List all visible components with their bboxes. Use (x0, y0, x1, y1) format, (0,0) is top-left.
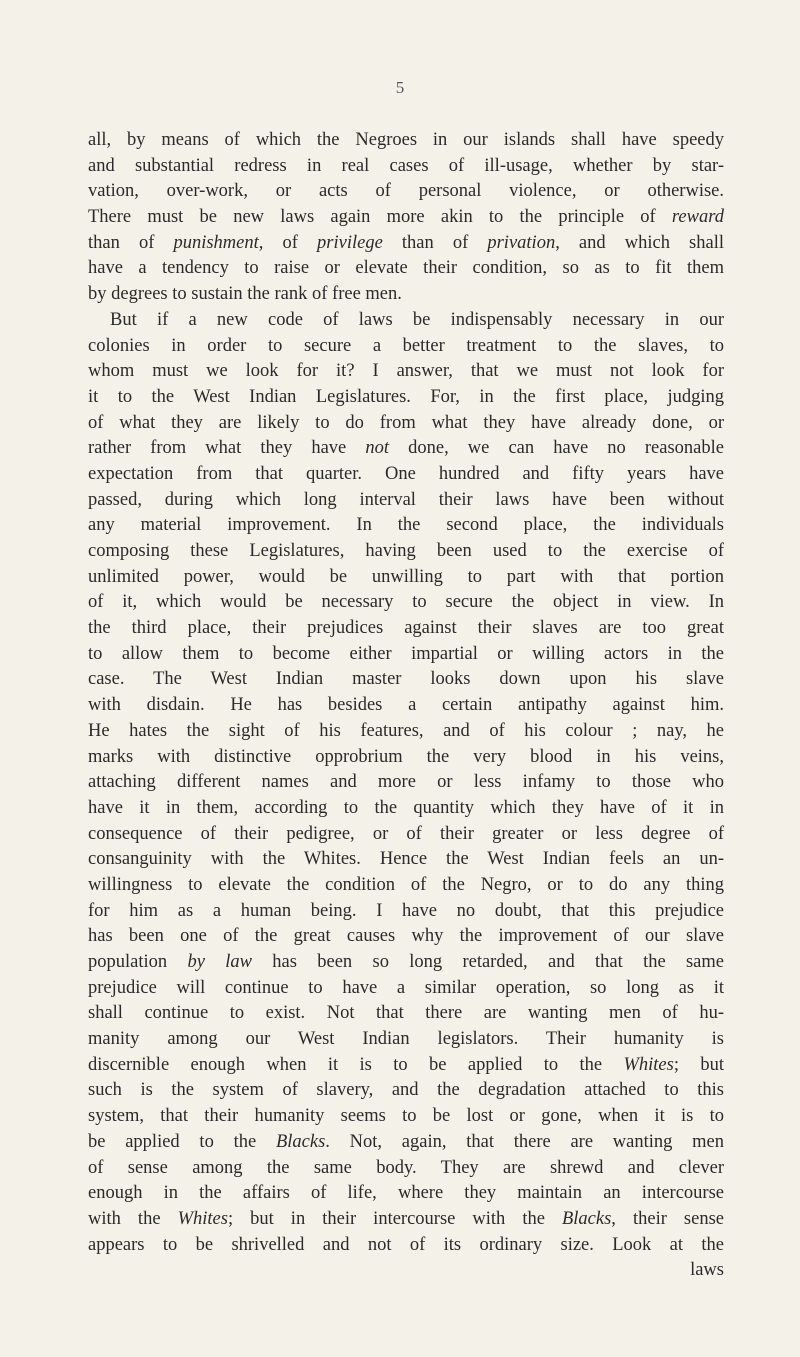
text-line (88, 1207, 724, 1233)
text-run: laws (690, 1260, 724, 1281)
text-line (88, 231, 724, 257)
text-line (88, 770, 724, 796)
text-run: than of (382, 232, 488, 253)
text-run: appears to be shrivelled and not of its ordinary size. Look at the (88, 1234, 724, 1255)
text-run: But if a new code of laws be indispensably necessary in our (110, 309, 724, 330)
text-line (88, 488, 724, 514)
italic-text-run: Blacks (561, 1208, 612, 1229)
text-run: of it, which would be necessary to secure the object in view. In (88, 592, 724, 613)
text-run: unlimited power, would be unwilling to part with that portion (88, 566, 724, 587)
text-line (88, 385, 724, 411)
text-line (88, 745, 724, 771)
text-run: such is the system of slavery, and the degradation attached to this (88, 1080, 724, 1101)
text-line (88, 205, 724, 231)
text-line (88, 308, 724, 334)
text-line (88, 719, 724, 745)
text-run: enough in the affairs of life, where they maintain an intercourse (88, 1183, 724, 1204)
text-run: consanguinity with the Whites. Hence the West Indian feels an un- (88, 849, 724, 870)
text-line (88, 1001, 724, 1027)
text-line (88, 334, 724, 360)
text-run: There must be new laws again more akin to the principle of (88, 207, 672, 228)
italic-text-run: not (365, 438, 389, 459)
text-line (88, 1053, 724, 1079)
text-line (88, 590, 724, 616)
text-run: with the (88, 1208, 178, 1229)
text-line (88, 924, 724, 950)
text-line (88, 667, 724, 693)
text-run: . Not, again, that there are wanting men (325, 1131, 724, 1152)
text-run: whom must we look for it? I answer, that we must not look for (88, 361, 724, 382)
text-run: have a tendency to raise or elevate their condition, so as to fit them (88, 258, 724, 279)
italic-text-run: Blacks (275, 1131, 326, 1152)
text-run: ; but in their intercourse with the (227, 1208, 562, 1229)
italic-text-run: privation (487, 232, 556, 253)
text-line (88, 565, 724, 591)
text-line (88, 462, 724, 488)
text-run: be applied to the (88, 1131, 276, 1152)
text-run: colonies in order to secure a better treatment to the slaves, to (88, 335, 724, 356)
italic-text-run: reward (671, 207, 724, 228)
text-line (88, 976, 724, 1002)
text-run: discernible enough when it is to be applied to the (88, 1054, 624, 1075)
text-line (88, 1130, 724, 1156)
text-line (88, 899, 724, 925)
text-run: has been one of the great causes why the improvement of our slave (88, 926, 724, 947)
text-line (88, 616, 724, 642)
italic-text-run: privilege (317, 232, 383, 253)
text-run: and substantial redress in real cases of ill-usage, whether by star- (88, 155, 724, 176)
text-line (88, 128, 724, 154)
text-line (88, 642, 724, 668)
text-line (88, 796, 724, 822)
text-line (88, 693, 724, 719)
text-run: of what they are likely to do from what they have already done, or (88, 412, 724, 433)
text-run: passed, during which long interval their laws have been without (88, 489, 724, 510)
text-run: , their sense (611, 1208, 724, 1229)
text-run: the third place, their prejudices against their slaves are too great (88, 618, 724, 639)
body-text (88, 128, 724, 1284)
text-line (88, 179, 724, 205)
text-run: willingness to elevate the condition of the Negro, or to do any thing (88, 874, 724, 895)
text-run: composing these Legislatures, having been used to the exercise of (88, 541, 724, 561)
text-line (88, 1027, 724, 1053)
text-run: done, we can have no reasonable (389, 438, 724, 459)
text-run: have it in them, according to the quantity which they have of it in (88, 797, 724, 818)
text-line (88, 256, 724, 282)
text-line (88, 950, 724, 976)
italic-text-run: punishment (173, 232, 259, 253)
text-run: , of (258, 232, 318, 253)
text-run: by degrees to sustain the rank of free men. (88, 284, 402, 305)
text-line (88, 1181, 724, 1207)
text-line (88, 1104, 724, 1130)
text-line (88, 436, 724, 462)
text-line (88, 154, 724, 180)
text-run: to allow them to become either impartial or willing actors in the (88, 643, 724, 664)
text-run: ; but (673, 1054, 724, 1075)
text-run: for him as a human being. I have no doubt, that this prejudice (88, 900, 724, 921)
text-line (88, 1233, 724, 1259)
text-run: case. The West Indian master looks down upon his slave (88, 669, 724, 690)
text-run: marks with distinctive opprobrium the very blood in his veins, (88, 746, 724, 767)
text-run: it to the West Indian Legislatures. For, in the first place, judging (88, 386, 724, 407)
italic-text-run: Whites (623, 1054, 674, 1075)
page-number: 5 (395, 78, 405, 97)
text-run: attaching different names and more or less infamy to those who (88, 772, 724, 793)
text-run: with disdain. He has besides a certain antipathy against him. (88, 695, 724, 716)
text-run: system, that their humanity seems to be lost or gone, when it is to (88, 1106, 724, 1127)
text-line (88, 513, 724, 539)
text-line (88, 359, 724, 385)
text-line (88, 539, 724, 565)
catchword (88, 1258, 724, 1284)
text-run: He hates the sight of his features, and of his colour ; nay, he (88, 720, 724, 741)
text-run: manity among our West Indian legislators. Their humanity is (88, 1029, 724, 1050)
text-run: shall continue to exist. Not that there are wanting men of hu- (88, 1003, 724, 1024)
text-line (88, 411, 724, 437)
text-line (88, 1156, 724, 1182)
text-run: prejudice will continue to have a similar operation, so long as it (88, 977, 724, 998)
italic-text-run: by law (187, 952, 252, 972)
text-run: has been so long retarded, and that the same (251, 952, 724, 972)
text-run: rather from what they have (88, 438, 366, 459)
text-line (88, 1078, 724, 1104)
text-run: of sense among the same body. They are shrewd and clever (88, 1157, 724, 1178)
text-run: expectation from that quarter. One hundred and fifty years have (88, 463, 724, 484)
text-run: population (88, 952, 188, 972)
text-line (88, 282, 724, 308)
text-line (88, 847, 724, 873)
text-run: all, by means of which the Negroes in our islands shall have speedy (88, 130, 724, 150)
text-run: , and which shall (555, 232, 724, 253)
text-line (88, 873, 724, 899)
text-run: consequence of their pedigree, or of their greater or less degree of (88, 823, 724, 844)
text-run: than of (88, 232, 174, 253)
text-run: any material improvement. In the second place, the individuals (88, 515, 724, 536)
italic-text-run: Whites (177, 1208, 228, 1229)
text-run: vation, over-work, or acts of personal violence, or otherwise. (88, 181, 724, 202)
text-line (88, 822, 724, 848)
